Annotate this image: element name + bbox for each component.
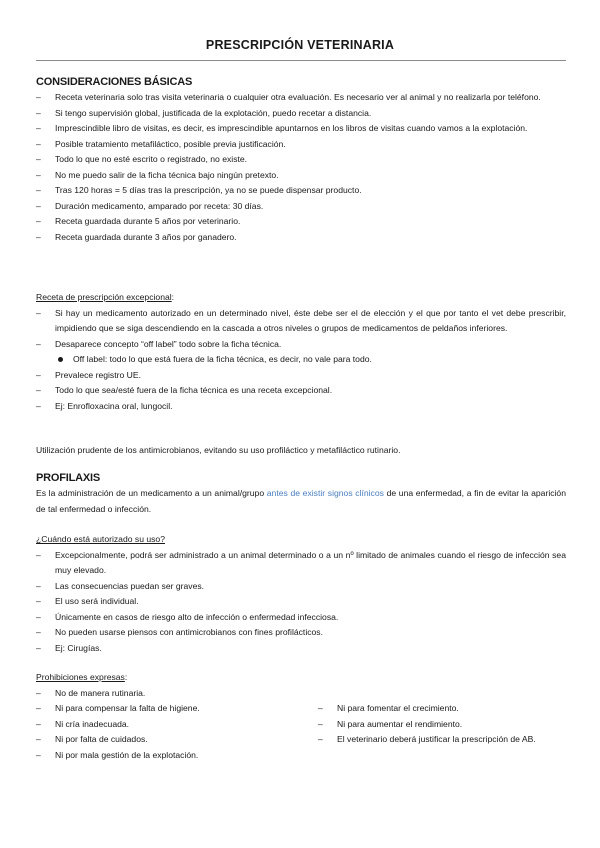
list-item: – Si hay un medicamento autorizado en un determinado nivel, éste debe ser el de elección y el que por tanto el vet debe prescribir, impidiendo que se siga descendiendo en la cascada a otros niveles o grupos de medicamentos de peldaños inferiores. [36, 307, 566, 333]
section-cuando [36, 532, 566, 656]
prohibiciones-columns [36, 701, 566, 763]
list-item: – No me puedo salir de la ficha técnica bajo ningún pretexto. [36, 169, 279, 180]
list-item: – Ni para aumentar el rendimiento. [318, 718, 463, 729]
excepcional-list [36, 306, 566, 353]
list-item: – Receta guardada durante 5 años por veterinario. [36, 216, 241, 226]
list-item: – No de manera rutinaria. [36, 687, 146, 698]
list-item: – Si tengo supervisión global, justificada de la explotación, puedo recetar a distancia. [36, 107, 372, 118]
list-item: – Todo lo que no esté escrito o registrado, no existe. [36, 154, 248, 164]
list-item: – El uso será individual. [36, 596, 139, 606]
excepcional-heading: Receta de prescripción excepcional: [36, 292, 175, 302]
list-item: – Ej: Cirugías. [36, 642, 102, 653]
uso-prudente-text: Utilización prudente de los antimicrobianos, evitando su uso profiláctico y metafiláctico rutinario. [36, 445, 401, 455]
consideraciones-list [36, 90, 566, 245]
list-item: – Ni por mala gestión de la explotación. [36, 749, 199, 760]
list-item: – Ni por falta de cuidados. [36, 734, 148, 744]
list-item: – Ni para fomentar el crecimiento. [318, 703, 459, 713]
list-item: – Tras 120 horas = 5 días tras la prescripción, ya no se puede dispensar producto. [36, 185, 362, 195]
excepcional-sublist [36, 352, 566, 368]
list-item: – El veterinario deberá justificar la prescripción de AB. [318, 734, 536, 744]
section-heading-consideraciones: CONSIDERACIONES BÁSICAS [36, 76, 193, 88]
list-item: – Prevalece registro UE. [36, 369, 141, 380]
list-item: – Las consecuencias puedan ser graves. [36, 580, 205, 591]
list-item: – Únicamente en casos de riesgo alto de infección o enfermedad infecciosa. [36, 611, 339, 622]
list-item: – Ni cría inadecuada. [36, 718, 130, 729]
list-item: – Receta veterinaria solo tras visita veterinaria o cualquier otra evaluación. Es necesario ver al animal y no realizarla por teléfono. [36, 92, 541, 102]
list-item: – Duración medicamento, amparado por receta: 30 días. [36, 200, 264, 211]
list-item: – No pueden usarse piensos con antimicrobianos con fines profilácticos. [36, 627, 323, 637]
list-item: – Ni para compensar la falta de higiene. [36, 703, 200, 713]
list-item: – Posible tratamiento metafiláctico, posible previa justificación. [36, 138, 286, 149]
definition-highlight: antes de existir signos clínicos [266, 488, 384, 498]
section-excepcional [36, 290, 566, 414]
page-title: PRESCRIPCIÓN VETERINARIA [205, 38, 395, 52]
prohibiciones-right-list [318, 701, 566, 763]
list-item: – Ej: Enrofloxacina oral, lungocil. [36, 400, 173, 411]
bullet-icon [58, 357, 63, 362]
list-item: – Excepcionalmente, podrá ser administrado a un animal determinado o a un nº limitado de animales cuando el riesgo de infección sea muy elevado. [36, 549, 566, 575]
section-consideraciones [36, 76, 566, 245]
list-item: – Todo lo que sea/esté fuera de la ficha técnica es una receta excepcional. [36, 385, 333, 395]
profilaxis-definition: Es la administración de un medicamento a un animal/grupo antes de existir signos clínicos de una enfermedad, a fin de evitar la aparición de tal enfermedad o infección. [36, 488, 566, 514]
section-uso-prudente [36, 443, 566, 459]
list-item: – Desaparece concepto “off label” todo sobre la ficha técnica. [36, 338, 282, 349]
prohibiciones-heading: Prohibiciones expresas: [36, 672, 128, 682]
title-divider [36, 60, 566, 61]
sub-list-item: Off label: todo lo que está fuera de la ficha técnica, es decir, no vale para todo. [55, 352, 566, 368]
excepcional-list-2 [36, 368, 566, 415]
section-prohibiciones [36, 670, 566, 763]
prohibiciones-first [36, 686, 566, 702]
list-item: – Imprescindible libro de visitas, es decir, es imprescindible apuntarnos en los libros de visitas cuando vamos a la explotación. [36, 123, 528, 133]
cuando-list [36, 548, 566, 657]
cuando-heading: ¿Cuándo está autorizado su uso? [36, 534, 165, 544]
list-item: – Receta guardada durante 3 años por ganadero. [36, 231, 237, 242]
prohibiciones-left-list [36, 701, 318, 763]
section-profilaxis [36, 472, 566, 517]
section-heading-profilaxis: PROFILAXIS [36, 472, 101, 484]
